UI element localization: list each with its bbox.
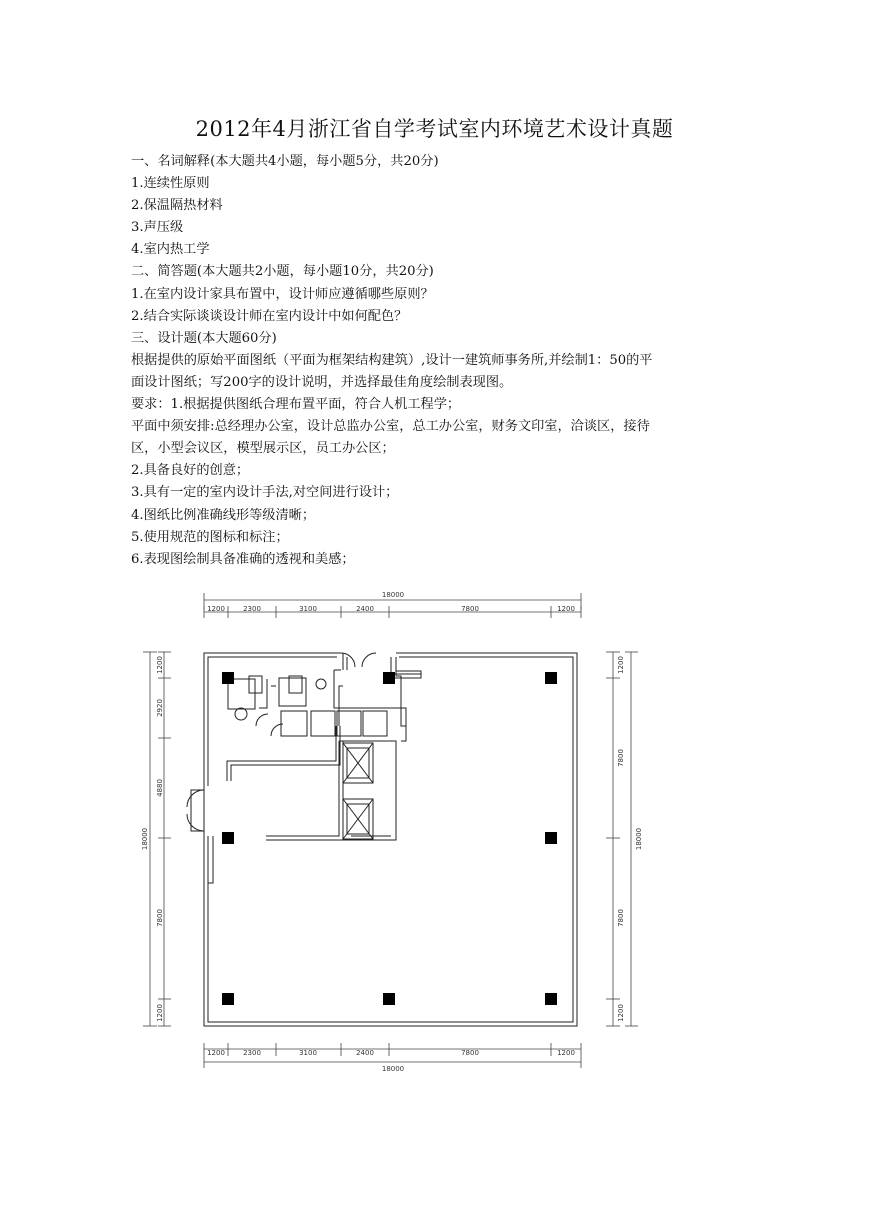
dim-right-seg: 7800 (617, 909, 625, 927)
dim-left-seg: 7800 (156, 909, 164, 927)
dim-left-total: 18000 (141, 827, 149, 851)
document-title: 2012年4月浙江省自学考试室内环境艺术设计真题 (195, 117, 674, 141)
dim-bottom-seg: 7800 (461, 1049, 479, 1057)
dim-right-seg: 1200 (617, 656, 625, 674)
question-line: 面设计图纸；写200字的设计说明，并选择最佳角度绘制表现图。 (131, 374, 513, 390)
question-line: 1.在室内设计家具布置中，设计师应遵循哪些原则？ (131, 286, 434, 302)
question-line: 5.使用规范的图标和标注； (131, 529, 289, 545)
dim-left-seg: 1200 (156, 1004, 164, 1022)
question-line: 1.连续性原则 (131, 176, 210, 192)
dim-bottom-seg: 1200 (557, 1049, 575, 1057)
dim-bottom-seg: 2300 (243, 1049, 261, 1057)
question-line: 4.室内热工学 (131, 242, 210, 258)
question-line: 区，小型会议区，模型展示区，员工办公区； (131, 441, 395, 457)
dim-right-seg: 7800 (617, 749, 625, 767)
floor-plan-drawing (131, 586, 651, 1081)
dim-top-seg: 1200 (557, 605, 575, 613)
question-text (131, 151, 741, 571)
question-line: 平面中须安排:总经理办公室，设计总监办公室，总工办公室，财务文印室，洽谈区，接待 (131, 419, 650, 435)
dim-top-seg: 2400 (356, 605, 374, 613)
dim-left-seg: 2920 (156, 699, 164, 717)
dim-top-seg: 2300 (243, 605, 261, 613)
dim-bottom-seg: 2400 (356, 1049, 374, 1057)
question-line: 根据提供的原始平面图纸（平面为框架结构建筑）,设计一建筑师事务所,并绘制1：50的平 (131, 352, 653, 368)
dim-bottom-seg: 1200 (207, 1049, 225, 1057)
question-line: 要求：1.根据提供图纸合理布置平面，符合人机工程学； (131, 397, 461, 413)
question-line: 4.图纸比例准确线形等级清晰； (131, 507, 316, 523)
question-line: 3.声压级 (131, 220, 184, 236)
dim-top-seg: 3100 (299, 605, 317, 613)
dim-top-seg: 7800 (461, 605, 479, 613)
dim-top-total: 18000 (381, 591, 405, 599)
dim-right-total: 18000 (635, 827, 643, 851)
question-line: 6.表现图绘制具备准确的透视和美感； (131, 551, 355, 567)
section-heading-1: 一、名词解释(本大题共4小题，每小题5分，共20分) (131, 154, 439, 169)
dim-left-seg: 1200 (156, 656, 164, 674)
question-line: 2.保温隔热材料 (131, 198, 223, 214)
dim-bottom-seg: 3100 (299, 1049, 317, 1057)
dim-bottom-total: 18000 (381, 1065, 405, 1073)
question-line: 3.具有一定的室内设计手法,对空间进行设计； (131, 485, 399, 501)
dim-top-seg: 1200 (207, 605, 225, 613)
question-line: 2.具备良好的创意； (131, 463, 250, 479)
dim-left-seg: 4880 (156, 779, 164, 797)
question-line: 2.结合实际谈谈设计师在室内设计中如何配色？ (131, 308, 408, 324)
section-heading-2: 二、简答题(本大题共2小题，每小题10分，共20分) (131, 264, 434, 280)
dim-right-seg: 1200 (617, 1004, 625, 1022)
section-heading-3: 三、设计题(本大题60分) (131, 330, 277, 346)
